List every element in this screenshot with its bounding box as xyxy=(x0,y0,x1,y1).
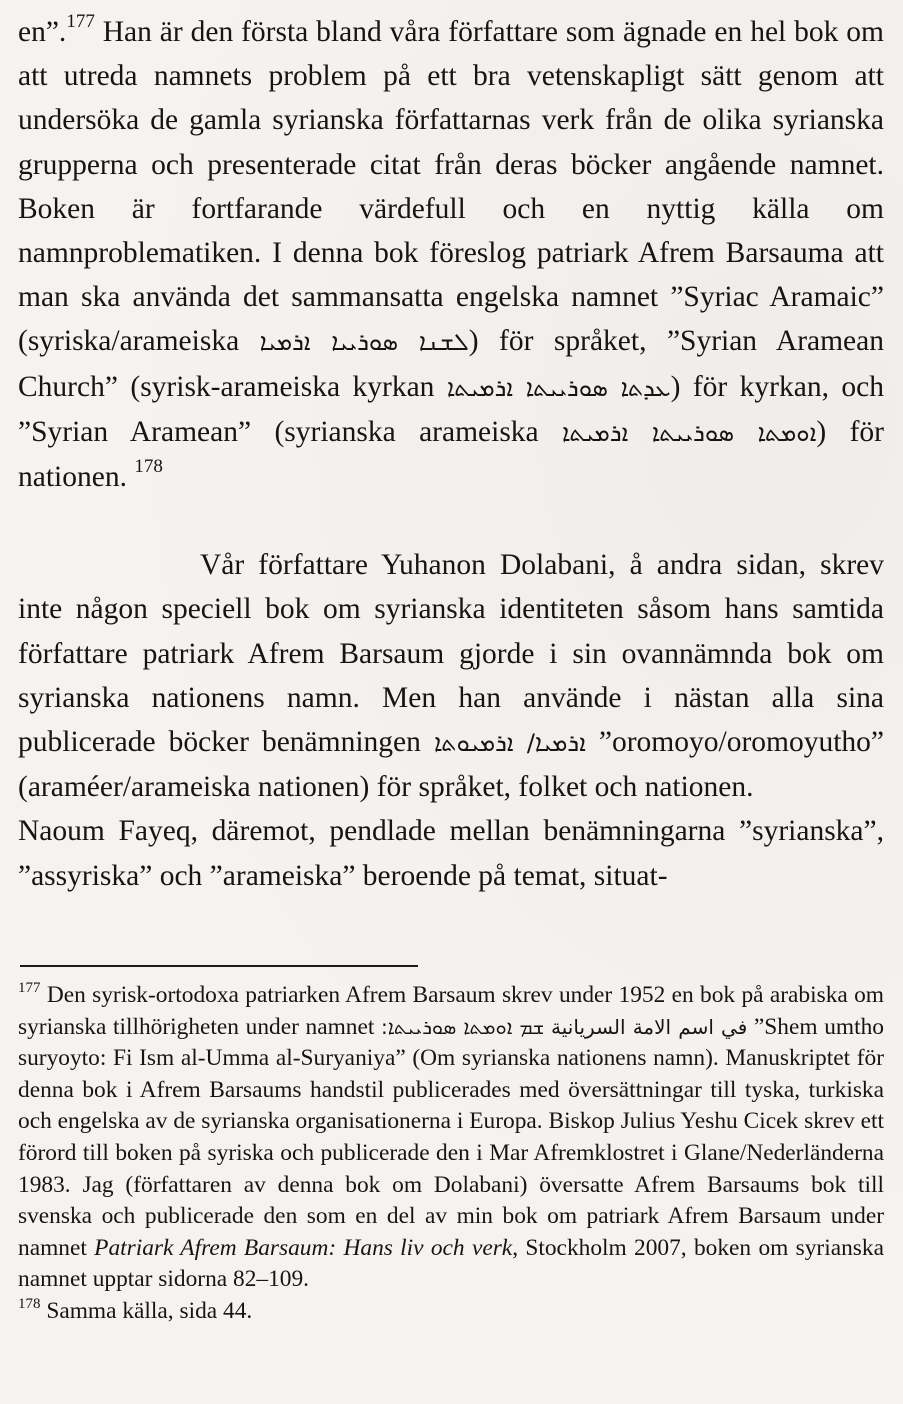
footnote-178: $^{178}$ Samma källa, sida 44. xyxy=(18,1295,253,1324)
paragraph-2: Vår författare Yuhanon Dolabani, å andra sidan, skrev inte någon speciell bok om syrianska identiteten såsom hans samtida författare patriark Afrem Barsaum gjorde i sin ovannämnda bok om syrianska nationens namn. Men han använde i nästan alla sina publicerade böcker benämningen ܐܪܡܝܐ/ ܐܪܡܝܘܬܐ ”oromoyo/oromoyutho” (araméer/arameiska nationen) för språket, folket och nationen. xyxy=(18,549,885,804)
paragraph-3: Naoum Fayeq, däremot, pendlade mellan benämningarna ”syrianska”, ”assyriska” och ”arameiska” beroende på temat, situat- xyxy=(18,815,884,892)
footnote-ref-178[interactable]: 178 xyxy=(134,456,163,478)
syriac-term-oromoyo: ܐܪܡܝܐ/ ܐܪܡܝܘܬܐ xyxy=(433,729,586,758)
syriac-term-language: ܠܫܢܐ ܣܘܪܝܝܐ ܐܪܡܝܐ xyxy=(259,328,469,357)
syriac-book-title: ܫܡ ܐܘܡܬܐ ܣܘܪܝܝܬܐ: xyxy=(381,1014,545,1039)
footnote-number-178: 178 xyxy=(18,1295,41,1312)
syriac-term-nation: ܐܘܡܬܐ ܣܘܪܝܝܬܐ ܐܪܡܝܬܐ xyxy=(562,418,817,447)
paragraph-spacer xyxy=(18,499,884,543)
arabic-book-title: في اسم الامة السريانية xyxy=(551,1014,748,1039)
footnotes xyxy=(18,980,884,1328)
footnote-separator xyxy=(20,965,418,967)
paragraph-1: en”.$^{177}$ Han är den första bland våra författare som ägnade en hel bok om att utreda namnets problem på ett bra vetenskapligt sätt genom att undersöka de gamla syrianska författarnas verk från de olika syrianska grupperna och presenterade citat från deras böcker angående namnet. Boken är fortfarande värdefull och en nyttig källa om namnproblematiken. I denna bok föreslog patriark Afrem Barsauma att man ska använda det sammansatta engelska namnet ”Syriac Aramaic” (syriska/arameiska ܠܫܢܐ ܣܘܪܝܝܐ ܐܪܡܝܐ) för språket, ”Syrian Aramean Church” (syrisk-arameiska kyrkan ܥܕܬܐ ܣܘܪܝܝܬܐ ܐܪܡܝܬܐ) för kyrkan, och ”Syrian Aramean” (syrianska arameiska ܐܘܡܬܐ ܣܘܪܝܝܬܐ ܐܪܡܝܬܐ) för nationen. $^{178}$ xyxy=(18,11,884,494)
syriac-term-church: ܥܕܬܐ ܣܘܪܝܝܬܐ ܐܪܡܝܬܐ xyxy=(446,373,671,402)
footnote-177: $^{177}$ Den syrisk-ortodoxa patriarken Afrem Barsaum skrev under 1952 en bok på arabiska om syrianska tillhörigheten under namnet ܫܡ ܐܘܡܬܐ ܣܘܪܝܝܬܐ: في اسم الامة السريانية ”Shem umtho suryoyto: Fi Ism al-Umma al-Suryaniya” (Om syrianska nationens namn). Manuskriptet för denna bok i Afrem Barsaums handstil publicerades med översättningar till tyska, turkiska och engelska av de syrianska organisationerna i Europa. Biskop Julius Yeshu Cicek skrev ett förord till boken på syriska och publicerade den i Mar Afremklostret i Glane/Nederländerna 1983. Jag (författaren av denna bok om Dolabani) översatte Afrem Barsaums bok till svenska och publicerade den som en del av min bok om patriark Afrem Barsaum under namnet Patriark Afrem Barsaum: Hans liv och verk, Stockholm 2007, boken om syrianska namnet upptar sidorna 82–109. xyxy=(18,980,884,1293)
main-text xyxy=(18,10,884,898)
footnote-ref-177[interactable]: 177 xyxy=(66,11,95,32)
book-title-italic: Patriark Afrem Barsaum: Hans liv och verk xyxy=(94,1234,513,1261)
footnote-number-177: 177 xyxy=(18,980,41,996)
